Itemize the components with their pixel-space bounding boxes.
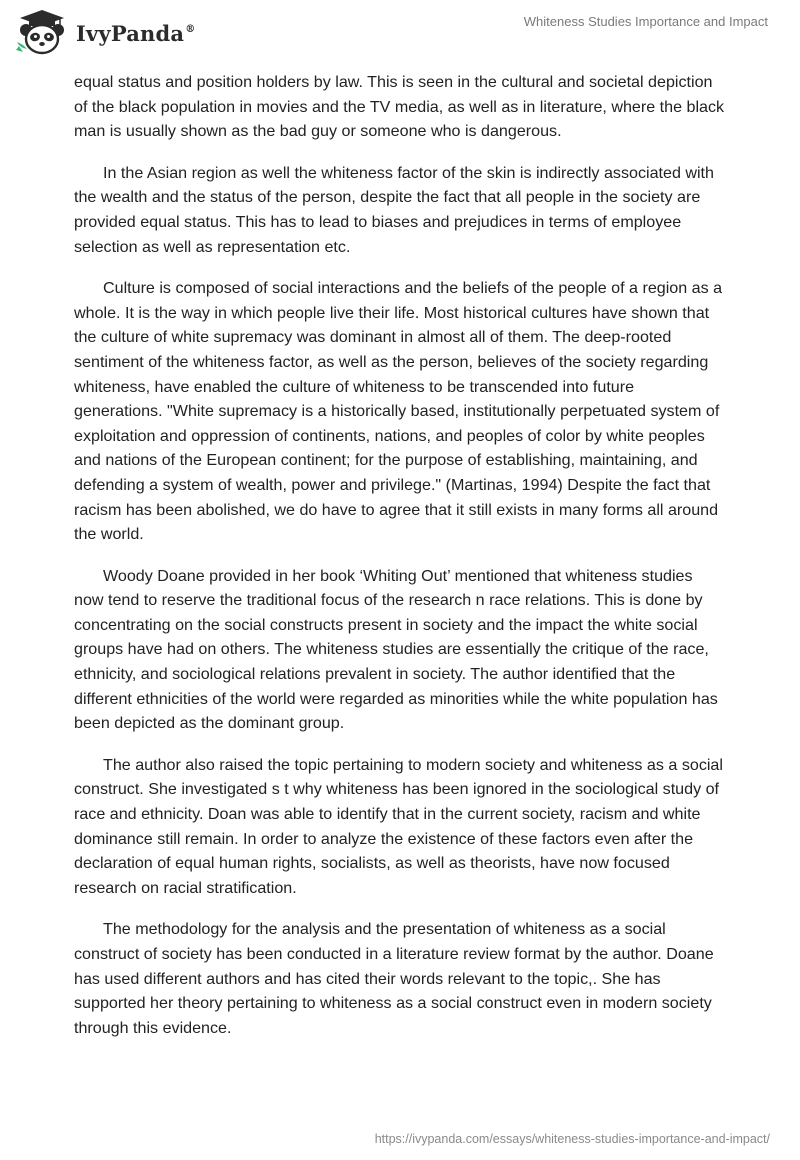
paragraph: Woody Doane provided in her book ‘Whiting Out’ mentioned that whiteness studies now tend to reserve the traditional focus of the research n race relations. This is done by concentrating on the social constructs present in society and the impact the white social groups have had on others. The whiteness studies are essentially the critique of the race, ethnicity, and sociological relations prevalent in society. The author identified that the different ethnicities of the world were regarded as minorities while the white population has been depicted as the dominant group. [74,566,718,733]
page-header [0,0,800,64]
panda-graduate-icon [14,8,70,56]
source-url[interactable]: https://ivypanda.com/essays/whiteness-studies-importance-and-impact/ [374,1132,770,1146]
registered-mark: ® [185,23,196,35]
ivypanda-logo[interactable] [14,8,195,56]
brand-name: IvyPanda® [76,20,196,46]
paragraph: Culture is composed of social interactions and the beliefs of the people of a region as a whole. It is the way in which people live their life. Most historical cultures have shown that the culture of white supremacy was dominant in almost all of them. The deep-rooted sentiment of the whiteness factor, as well as the person, believes of the society regarding whiteness, have enabled the culture of whiteness to be transcended into future generations. "White supremacy is a historically based, institutionally perpetuated system of exploitation and oppression of continents, nations, and peoples of color by white peoples and nations of the European continent; for the purpose of establishing, maintaining, and defending a system of wealth, power and privilege." (Martinas, 1994) Despite the fact that racism has been abolished, we do have to agree that it still exists in many forms all around the world. [74,279,723,544]
paragraph: In the Asian region as well the whiteness factor of the skin is indirectly associated with the wealth and the status of the person, despite the fact that all people in the society are provided equal status. This has to lead to biases and prejudices in terms of employee selection as well as representation etc. [74,163,714,256]
paragraph: The methodology for the analysis and the presentation of whiteness as a social construct of society has been conducted in a literature review format by the author. Doane has used different authors and has cited their words relevant to the topic,. She has supported her theory pertaining to whiteness as a social construct even in modern society through this evidence. [74,920,714,1037]
paragraph-continuation: equal status and position holders by law. This is seen in the cultural and societal depiction of the black population in movies and the TV media, as well as in literature, where the black man is usually shown as the bad guy or someone who is dangerous. [74,73,725,141]
paragraph: The author also raised the topic pertaining to modern society and whiteness as a social construct. She investigated s t why whiteness has been ignored in the sociological study of race and ethnicity. Doan was able to identify that in the current society, racism and white dominance still remain. In order to analyze the existence of these factors even after the declaration of equal human rights, socialists, as well as theorists, have now focused research on racial stratification. [74,755,723,897]
essay-body [74,70,726,1057]
document-title: Whiteness Studies Importance and Impact [523,14,768,29]
